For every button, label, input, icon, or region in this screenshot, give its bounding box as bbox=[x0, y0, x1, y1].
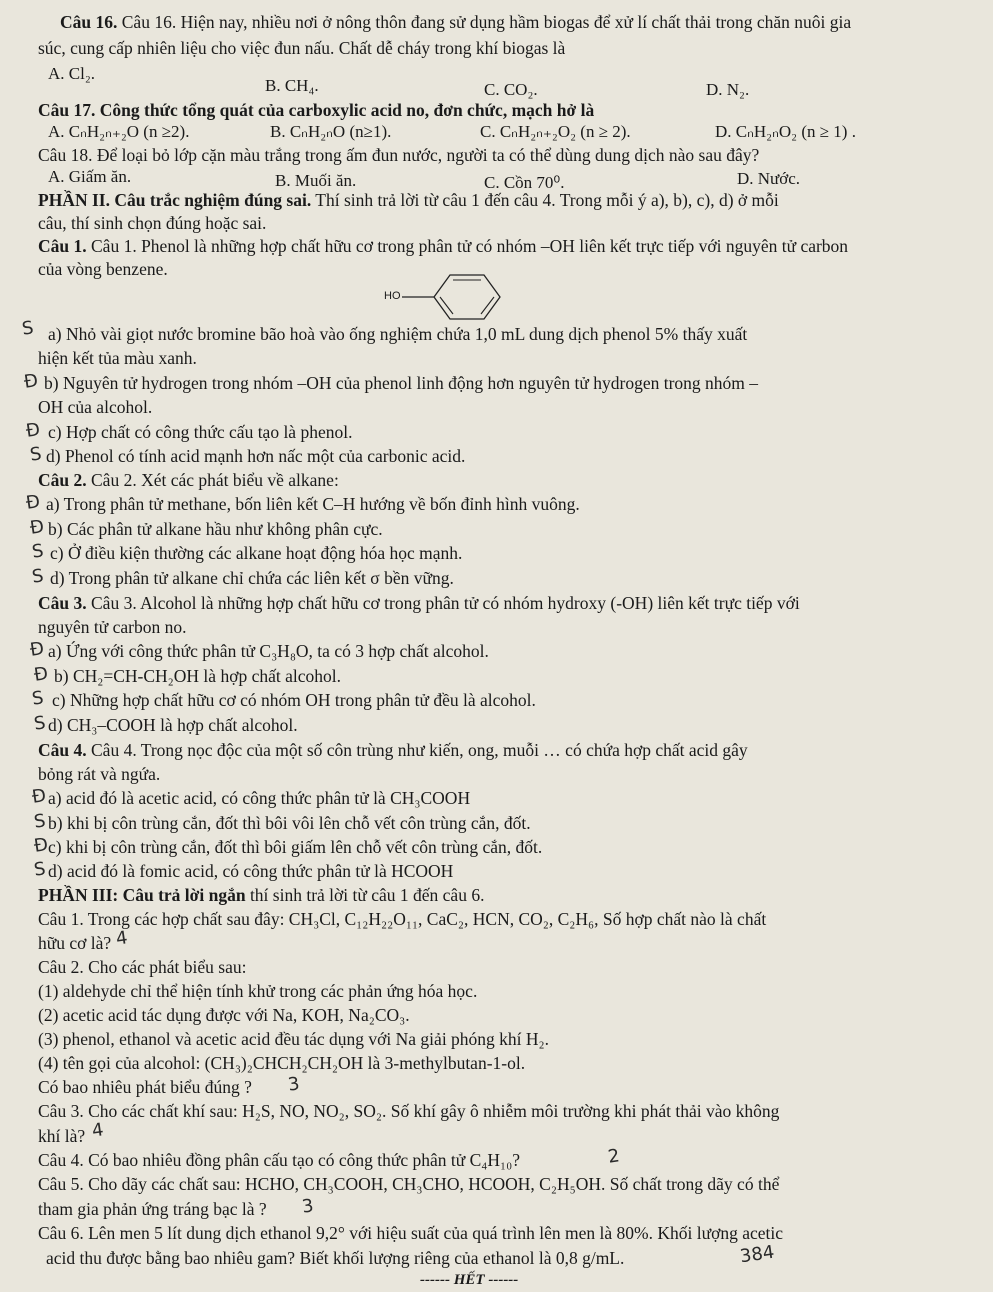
p2-q2c-mark: S bbox=[30, 540, 45, 563]
q16-stem-line1 bbox=[60, 12, 851, 32]
part3-title: PHẦN III: Câu trả lời ngắn bbox=[38, 885, 246, 905]
p2-q1-label: Câu 1. bbox=[38, 236, 87, 256]
p3-q2-s4: (4) tên gọi của alcohol: (CH₃)₂CHCH₂CH₂OH là 3-methylbutan-1-ol. bbox=[38, 1053, 526, 1073]
p2-q3-label: Câu 3. bbox=[38, 593, 87, 613]
p3-q5-answer: 3 bbox=[300, 1195, 315, 1218]
q18-stem: Câu 18. Để loại bỏ lớp cặn màu trắng trong ấm đun nước, người ta có thể dùng dung dịch nào sau đây? bbox=[38, 145, 760, 165]
p3-q3-line1: Câu 3. Cho các chất khí sau: H₂S, NO, NO₂, SO₂. Số khí gây ô nhiễm môi trường khi phát thải vào không bbox=[38, 1101, 780, 1121]
p2-q1c-mark: Đ bbox=[24, 419, 42, 442]
p2-q3-stem-line2: nguyên tử carbon no. bbox=[38, 617, 187, 637]
p2-q3b-mark: Đ bbox=[32, 663, 50, 686]
p3-q4: Câu 4. Có bao nhiêu đồng phân cấu tạo có công thức phân tử C₄H₁₀? bbox=[38, 1150, 520, 1170]
p2-q4-stem-line1 bbox=[38, 740, 748, 760]
p2-q4-label: Câu 4. bbox=[38, 740, 87, 760]
p2-q1-c: c) Hợp chất có công thức cấu tạo là phenol. bbox=[48, 422, 353, 442]
p3-q6-line1: Câu 6. Lên men 5 lít dung dịch ethanol 9,2° với hiệu suất của quá trình lên men là 80%. Khối lượng acetic bbox=[38, 1223, 784, 1243]
p3-q5-line1: Câu 5. Cho dãy các chất sau: HCHO, CH₃COOH, CH₃CHO, HCOOH, C₂H₅OH. Số chất trong dãy có thể bbox=[38, 1174, 780, 1194]
p3-q4-answer: 2 bbox=[606, 1145, 621, 1168]
q18-option-c: C. Cồn 70⁰. bbox=[484, 173, 565, 192]
p3-q1-line2: hữu cơ là? bbox=[38, 933, 112, 953]
p2-q1d-mark: S bbox=[28, 443, 43, 466]
footer-dash-right: ------ bbox=[484, 1272, 519, 1288]
p2-q3-d: d) CH₃–COOH là hợp chất alcohol. bbox=[48, 715, 298, 735]
part2-instruction: Thí sinh trả lời từ câu 1 đến câu 4. Trong mỗi ý a), b), c), d) ở mỗi bbox=[311, 190, 779, 210]
p2-q3-stem-line1 bbox=[38, 593, 800, 613]
p2-q1-a-line2: hiện kết tủa màu xanh. bbox=[38, 348, 197, 368]
p3-q1-answer: 4 bbox=[114, 927, 129, 950]
p2-q4-d: d) acid đó là fomic acid, có công thức phân tử là HCOOH bbox=[48, 861, 454, 881]
q18-option-d: D. Nước. bbox=[737, 169, 801, 188]
q16-option-c: C. CO₂. bbox=[484, 80, 538, 99]
p2-q1-stem-line2: của vòng benzene. bbox=[38, 259, 168, 279]
p2-q4c-mark: Đ bbox=[32, 834, 50, 857]
p3-q2-ask: Có bao nhiêu phát biểu đúng ? bbox=[38, 1077, 252, 1097]
p2-q2-d: d) Trong phân tử alkane chỉ chứa các liên kết σ bền vững. bbox=[50, 568, 454, 588]
phenol-ho-label: HO bbox=[384, 290, 401, 302]
q16-option-a: A. Cl₂. bbox=[48, 64, 96, 83]
q16-option-b: B. CH₄. bbox=[265, 76, 319, 95]
q17-option-d: D. CₙH₂ₙO₂ (n ≥ 1) . bbox=[715, 122, 856, 141]
p3-q2-s3: (3) phenol, ethanol và acetic acid đều tác dụng với Na giải phóng khí H₂. bbox=[38, 1029, 550, 1049]
q16-option-d: D. N₂. bbox=[706, 80, 750, 99]
part3-instruction: thí sinh trả lời từ câu 1 đến câu 6. bbox=[245, 885, 485, 905]
p2-q2-stem-text: Câu 2. Xét các phát biểu về alkane: bbox=[91, 470, 339, 490]
p2-q2b-mark: Đ bbox=[28, 516, 46, 539]
p3-q6-answer: 384 bbox=[738, 1241, 776, 1268]
q16-label: Câu 16. bbox=[60, 12, 118, 32]
p2-q3-c: c) Những hợp chất hữu cơ có nhóm OH trong phân tử đều là alcohol. bbox=[52, 690, 536, 710]
q17-stem: Câu 17. Công thức tổng quát của carboxylic acid no, đơn chức, mạch hở là bbox=[38, 100, 595, 120]
p2-q1b-mark: Đ bbox=[22, 370, 40, 393]
p2-q2-c: c) Ở điều kiện thường các alkane hoạt động hóa học mạnh. bbox=[50, 543, 463, 563]
p2-q4b-mark: S bbox=[32, 810, 47, 833]
part3-heading bbox=[38, 885, 484, 905]
p2-q1-a-line1: a) Nhỏ vài giọt nước bromine bão hoà vào ống nghiệm chứa 1,0 mL dung dịch phenol 5% thấy xuất bbox=[48, 324, 748, 344]
p2-q4-stem-line2: bỏng rát và ngứa. bbox=[38, 764, 161, 784]
part2-title: PHẦN II. Câu trắc nghiệm đúng sai. bbox=[38, 190, 312, 210]
part2-heading-line2: câu, thí sinh chọn đúng hoặc sai. bbox=[38, 213, 267, 233]
q17-option-c: C. CₙH₂ₙ₊₂O₂ (n ≥ 2). bbox=[480, 122, 631, 141]
q16-stem-line2: súc, cung cấp nhiên liệu cho việc đun nấu. Chất dễ cháy trong khí biogas là bbox=[38, 38, 566, 58]
p3-q2-s2: (2) acetic acid tác dụng được với Na, KOH, Na₂CO₃. bbox=[38, 1005, 410, 1025]
p2-q3-b: b) CH₂=CH-CH₂OH là hợp chất alcohol. bbox=[54, 666, 341, 686]
p2-q1-b-line2: OH của alcohol. bbox=[38, 397, 153, 417]
p2-q4-a: a) acid đó là acetic acid, có công thức phân tử là CH₃COOH bbox=[48, 788, 471, 808]
part2-heading-line1 bbox=[38, 190, 779, 210]
q17-option-b: B. CₙH₂ₙO (n≥1). bbox=[270, 122, 392, 141]
q16-stem-text: Câu 16. Hiện nay, nhiều nơi ở nông thôn đang sử dụng hầm biogas để xử lí chất thải trong chăn nuôi gia bbox=[121, 12, 852, 32]
p2-q2-a: a) Trong phân tử methane, bốn liên kết C–H hướng về bốn đỉnh hình vuông. bbox=[46, 494, 580, 514]
p2-q3c-mark: S bbox=[30, 687, 45, 710]
p2-q3a-mark: Đ bbox=[28, 638, 46, 661]
p3-q2-s1: (1) aldehyde chỉ thể hiện tính khử trong các phản ứng hóa học. bbox=[38, 981, 478, 1001]
phenol-structure-diagram bbox=[400, 272, 520, 332]
footer-end bbox=[420, 1270, 518, 1290]
footer-dash-left: ------ bbox=[420, 1272, 454, 1288]
p2-q4-stem-text: Câu 4. Trong nọc độc của một số côn trùng như kiến, ong, muỗi … có chứa hợp chất acid gây bbox=[91, 740, 748, 760]
p3-q3-line2: khí là? bbox=[38, 1126, 86, 1146]
p2-q3d-mark: S bbox=[32, 712, 47, 735]
p2-q4-c: c) khi bị côn trùng cắn, đốt thì bôi giấm lên chỗ vết côn trùng cắn, đốt. bbox=[48, 837, 543, 857]
p2-q3-stem-text: Câu 3. Alcohol là những hợp chất hữu cơ trong phân tử có nhóm hydroxy (-OH) liên kết trực tiếp với bbox=[91, 593, 800, 613]
p2-q1-stem-line1 bbox=[38, 236, 848, 256]
p2-q2-b: b) Các phân tử alkane hầu như không phân cực. bbox=[48, 519, 383, 539]
p3-q3-answer: 4 bbox=[90, 1119, 105, 1142]
p2-q1-stem-text: Câu 1. Phenol là những hợp chất hữu cơ trong phân tử có nhóm –OH liên kết trực tiếp với nguyên tử carbon bbox=[91, 236, 849, 256]
p2-q1-d: d) Phenol có tính acid mạnh hơn nấc một của carbonic acid. bbox=[46, 446, 466, 466]
p3-q5-line2: tham gia phản ứng tráng bạc là ? bbox=[38, 1199, 267, 1219]
p2-q4-b: b) khi bị côn trùng cắn, đốt thì bôi vôi lên chỗ vết côn trùng cắn, đốt. bbox=[48, 813, 531, 833]
p3-q2-stem: Câu 2. Cho các phát biểu sau: bbox=[38, 957, 247, 977]
q18-option-b: B. Muối ăn. bbox=[275, 171, 357, 190]
p3-q6-line2: acid thu được bằng bao nhiêu gam? Biết khối lượng riêng của ethanol là 0,8 g/mL. bbox=[46, 1248, 625, 1268]
p3-q2-answer: 3 bbox=[286, 1073, 301, 1096]
p2-q4d-mark: S bbox=[32, 858, 47, 881]
p2-q2d-mark: S bbox=[30, 565, 45, 588]
p2-q2a-mark: Đ bbox=[24, 491, 42, 514]
p2-q1a-mark: S bbox=[20, 317, 35, 340]
q17-option-a: A. CₙH₂ₙ₊₂O (n ≥2). bbox=[48, 122, 190, 141]
p2-q2-stem bbox=[38, 470, 339, 490]
p2-q1-b-line1: b) Nguyên tử hydrogen trong nhóm –OH của phenol linh động hơn nguyên tử hydrogen trong nhóm – bbox=[44, 373, 759, 393]
footer-het: HẾT bbox=[453, 1272, 485, 1288]
p2-q4a-mark: Đ bbox=[30, 785, 48, 808]
q18-option-a: A. Giấm ăn. bbox=[48, 167, 132, 186]
p2-q2-label: Câu 2. bbox=[38, 470, 87, 490]
p2-q3-a: a) Ứng với công thức phân tử C₃H₈O, ta có 3 hợp chất alcohol. bbox=[48, 641, 489, 661]
p3-q1-line1: Câu 1. Trong các hợp chất sau đây: CH₃Cl, C₁₂H₂₂O₁₁, CaC₂, HCN, CO₂, C₂H₆, Số hợp chất nào là chất bbox=[38, 909, 767, 929]
